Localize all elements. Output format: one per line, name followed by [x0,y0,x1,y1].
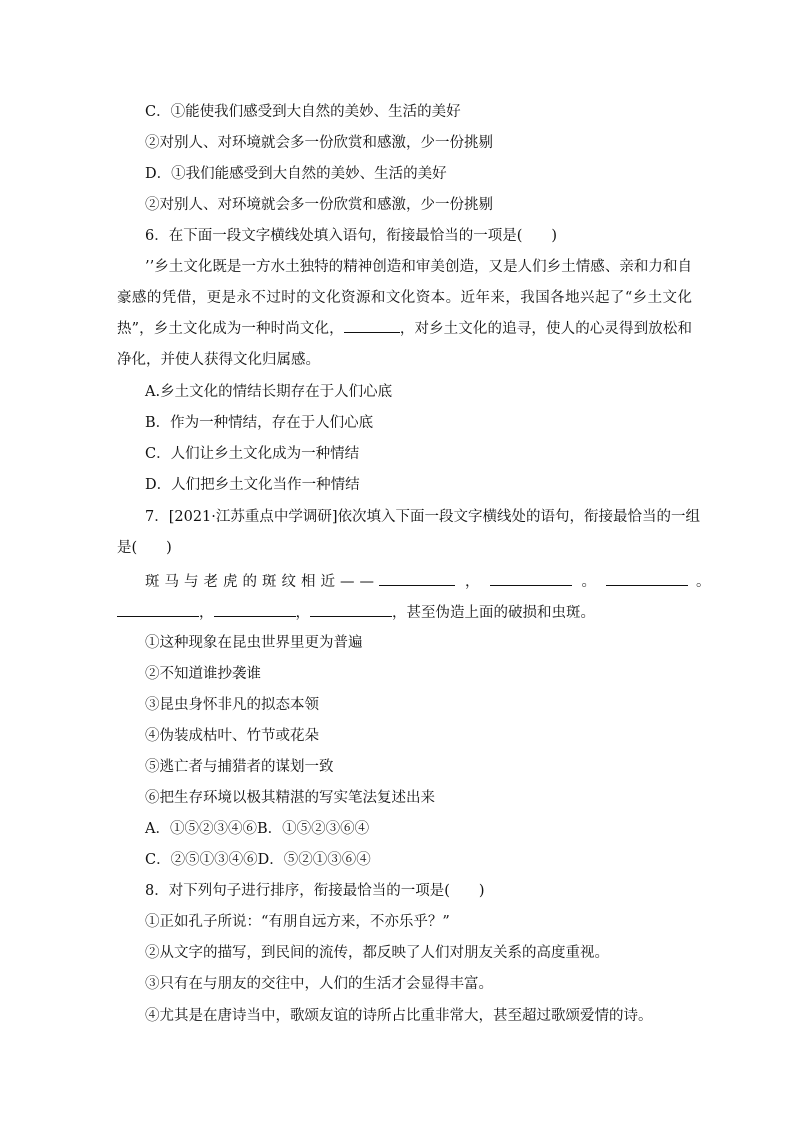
q7-stem-line2: 是( ) [117,540,172,556]
q7-sep-1: ， [465,574,480,590]
q5-option-c-line1: C．①能使我们感受到大自然的美妙、生活的美好 [145,104,461,120]
q7-passage-start: 斑马与老虎的斑纹相近—— [145,574,379,590]
q7-passage-line2 [117,602,595,623]
q5-option-c-line2: ②对别人、对环境就会多一份欣赏和感激，少一份挑剔 [145,135,493,151]
q7-blank-1 [379,571,455,586]
q7-blank-3 [606,571,688,586]
q5-option-d-line1: D．①我们能感受到大自然的美妙、生活的美好 [145,166,447,182]
q6-passage [117,252,692,376]
q7-item-4: ④伪装成枯叶、竹节或花朵 [145,728,319,744]
q7-blank-2 [490,571,572,586]
q7-item-2: ②不知道谁抄袭谁 [145,666,261,682]
q8-item-2: ②从文字的描写，到民间的流传，都反映了人们对朋友关系的高度重视。 [145,945,609,961]
q7-sep-5: ， [295,605,310,621]
q6-option-d: D．人们把乡土文化当作一种情结 [145,477,360,493]
q5-option-d-line2: ②对别人、对环境就会多一份欣赏和感激，少一份挑剔 [145,197,493,213]
q7-stem-line1: 7．[2021·江苏重点中学调研]依次填入下面一段文字横线处的语句，衔接最恰当的一组 [145,509,701,525]
q6-option-b: B．作为一种情结，存在于人们心底 [145,415,374,431]
q7-item-1: ①这种现象在昆虫世界里更为普遍 [145,635,363,651]
q8-item-4: ④尤其是在唐诗当中，歌颂友谊的诗所占比重非常大，甚至超过歌颂爱情的诗。 [145,1008,653,1024]
q7-item-3: ③昆虫身怀非凡的拟态本领 [145,697,319,713]
q6-stem: 6．在下面一段文字横线处填入语句，衔接最恰当的一项是( ) [145,228,558,244]
q6-passage-part2: ，对乡土文化的追寻，使人的心灵得到放松和净化，并使人获得文化归属感。 [117,321,692,368]
q7-sep-4: ， [199,605,214,621]
q6-passage-part1: ’’乡土文化既是一方水土独特的精神创造和审美创造，又是人们乡土情感、亲和力和自豪感的凭借，更是永不过时的文化资源和文化资本。近年来，我国各地兴起了“乡土文化热”，乡土文化成为一种时尚文化， [117,259,692,337]
q7-choices-cd: C．②⑤①③④⑥D．⑤②①③⑥④ [145,852,371,868]
q8-stem: 8．对下列句子进行排序，衔接最恰当的一项是( ) [145,883,485,899]
q7-choices-ab: A．①⑤②③④⑥B．①⑤②③⑥④ [145,821,370,837]
q7-passage-line1 [145,571,711,592]
q8-item-1: ①正如孔子所说：“有朋自远方来，不亦乐乎？” [145,914,450,930]
q8-item-3: ③只有在与朋友的交往中，人们的生活才会显得丰富。 [145,976,493,992]
q6-answer-blank [344,318,400,333]
q7-sep-3: 。 [696,574,711,590]
q7-item-5: ⑤逃亡者与捕猎者的谋划一致 [145,759,334,775]
q7-blank-5 [214,602,296,617]
q7-passage-end: ，甚至伪造上面的破损和虫斑。 [392,605,595,621]
q7-blank-6 [310,602,392,617]
q7-sep-2: 。 [581,574,596,590]
q7-blank-4 [117,602,199,617]
q6-option-a: A.乡土文化的情结长期存在于人们心底 [145,384,393,400]
q6-option-c: C．人们让乡土文化成为一种情结 [145,446,360,462]
q7-item-6: ⑥把生存环境以极其精湛的写实笔法复述出来 [145,790,435,806]
